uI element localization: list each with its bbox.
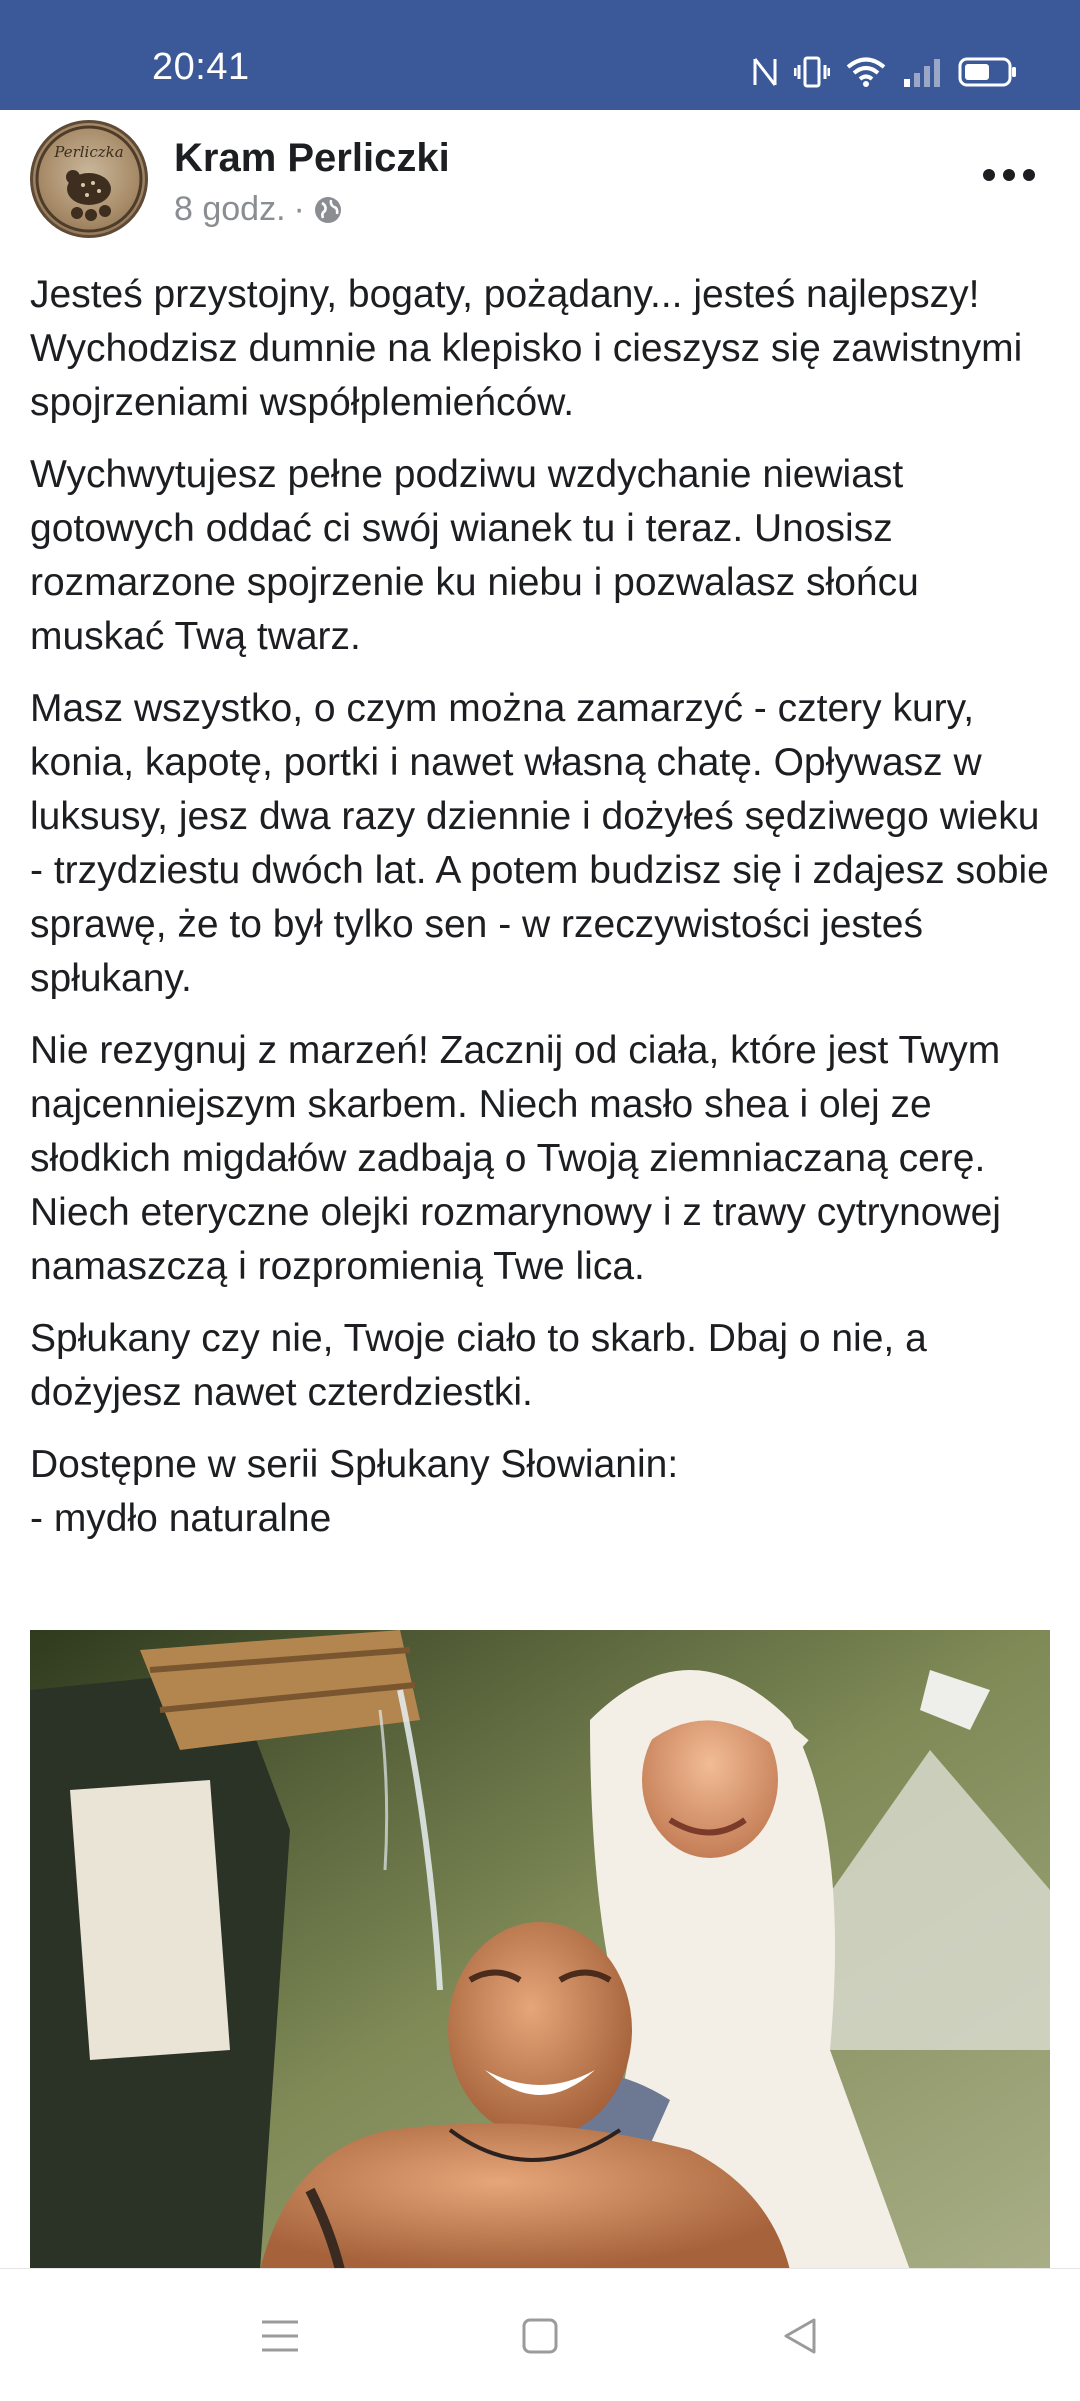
post-paragraph: Jesteś przystojny, bogaty, pożądany... jesteś najlepszy! Wychodzisz dumnie na klepisko i cieszysz się zawistnymi spojrzeniami współplemieńców. bbox=[30, 273, 1023, 424]
back-button[interactable] bbox=[775, 2311, 825, 2361]
home-button[interactable] bbox=[515, 2311, 565, 2361]
status-time: 20:41 bbox=[152, 46, 250, 88]
nfc-icon bbox=[752, 55, 778, 89]
signal-icon bbox=[902, 55, 942, 89]
meta-separator: · bbox=[293, 190, 305, 228]
avatar-logo bbox=[33, 123, 145, 235]
vibrate-icon bbox=[794, 55, 830, 89]
post-paragraph: Wychwytujesz pełne podziwu wzdychanie niewiast gotowych oddać ci swój wianek tu i teraz. Unosisz rozmarzone spojrzenie ku niebu i pozwalasz słońcu muskać Twą twarz. bbox=[30, 453, 919, 658]
author-name[interactable]: Kram Perliczki bbox=[174, 136, 450, 180]
status-bar bbox=[0, 0, 1080, 110]
post-paragraph: Masz wszystko, o czym można zamarzyć - cztery kury, konia, kapotę, portki i nawet własną chatę. Opływasz w luksusy, jesz dwa razy dziennie i dożyłeś sędziwego wieku - trzydziestu dwóch lat. A potem budzisz się i zdajesz sobie sprawę, że to był tylko sen - w rzeczywistości jesteś spłukany. bbox=[30, 687, 1049, 1000]
post-time[interactable]: 8 godz. bbox=[174, 190, 286, 228]
more-options-button[interactable] bbox=[974, 150, 1044, 200]
post-paragraph: Spłukany czy nie, Twoje ciało to skarb. Dbaj o nie, a dożyjesz nawet czterdziestki. bbox=[30, 1317, 927, 1414]
status-icons bbox=[752, 50, 1018, 94]
globe-icon bbox=[313, 195, 343, 225]
post-header bbox=[0, 110, 1080, 240]
post-paragraph: Dostępne w serii Spłukany Słowianin: - mydło naturalne bbox=[30, 1443, 679, 1540]
more-dot-icon bbox=[1023, 169, 1035, 181]
more-dot-icon bbox=[983, 169, 995, 181]
back-triangle-icon bbox=[781, 2317, 819, 2355]
menu-icon bbox=[260, 2318, 300, 2354]
post-paragraph: Nie rezygnuj z marzeń! Zacznij od ciała, które jest Twym najcenniejszym skarbem. Niech masło shea i olej ze słodkich migdałów zadbają o Twoją ziemniaczaną cerę. Niech eteryczne olejki rozmarynowy i z trawy cytrynowej namaszczą i rozpromienią Twe lica. bbox=[30, 1029, 1001, 1288]
post-photo[interactable] bbox=[30, 1630, 1050, 2270]
battery-icon bbox=[958, 56, 1018, 88]
avatar[interactable] bbox=[30, 120, 148, 238]
photo-illustration bbox=[30, 1630, 1050, 2270]
home-square-icon bbox=[521, 2317, 559, 2355]
menu-button[interactable] bbox=[255, 2311, 305, 2361]
wifi-icon bbox=[846, 56, 886, 88]
more-dot-icon bbox=[1003, 169, 1015, 181]
system-nav-bar bbox=[0, 2268, 1080, 2401]
avatar-text: Perliczka bbox=[54, 143, 124, 161]
post-meta bbox=[174, 190, 343, 229]
post-text bbox=[30, 268, 1060, 1564]
